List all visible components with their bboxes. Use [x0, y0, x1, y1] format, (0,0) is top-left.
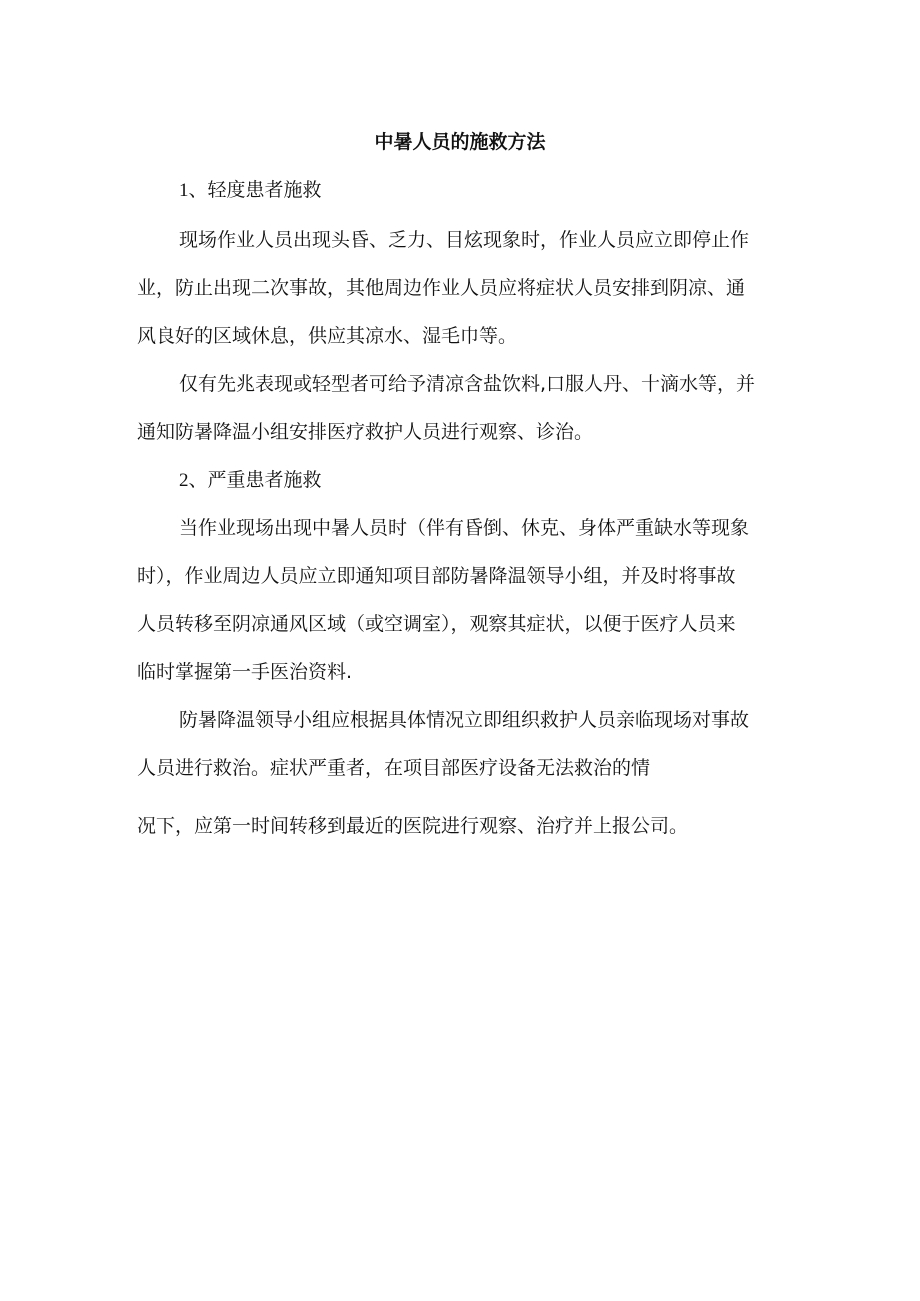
section2-heading-text: 、严重患者施救: [188, 469, 322, 491]
section2-heading-number: 2: [179, 470, 189, 491]
section2-para1-line3: 人员转移至阴凉通风区域（或空调室），观察其症状，以便于医疗人员来: [137, 613, 736, 635]
section2-para1-line4: 临时掌握第一手医治资料.: [137, 661, 353, 683]
section2-para2-line1: 防暑降温领导小组应根据具体情况立即组织救护人员亲临现场对事故: [179, 709, 750, 731]
section2-para2-line2: 人员进行救治。症状严重者，在项目部医疗设备无法救治的情: [137, 757, 651, 779]
section2-para1-line1: 当作业现场出现中暑人员时（伴有昏倒、休克、身体严重缺水等现象: [179, 517, 750, 539]
section2-heading: [179, 466, 322, 495]
section1-para1-line1: 现场作业人员出现头昏、乏力、目炫现象时，作业人员应立即停止作: [179, 229, 750, 251]
section1-para1-line3: 风良好的区域休息，供应其凉水、湿毛巾等。: [137, 325, 518, 347]
section1-para1-line2: 业，防止出现二次事故，其他周边作业人员应将症状人员安排到阴凉、通: [137, 277, 746, 299]
section1-heading-text: 、轻度患者施救: [188, 179, 322, 201]
document-title: 中暑人员的施救方法: [374, 131, 546, 153]
section1-heading-number: 1: [179, 180, 189, 201]
section1-para2-line1: 仅有先兆表现或轻型者可给予清凉含盐饮料,口服人丹、十滴水等，并: [179, 373, 756, 395]
section1-para2-line2: 通知防暑降温小组安排医疗救护人员进行观察、诊治。: [137, 421, 594, 443]
section2-para1-line2: 时），作业周边人员应立即通知项目部防暑降温领导小组，并及时将事故: [137, 565, 736, 587]
section2-para2-line3: 况下，应第一时间转移到最近的医院进行观察、治疗并上报公司。: [137, 815, 689, 837]
section1-heading: [179, 176, 322, 205]
